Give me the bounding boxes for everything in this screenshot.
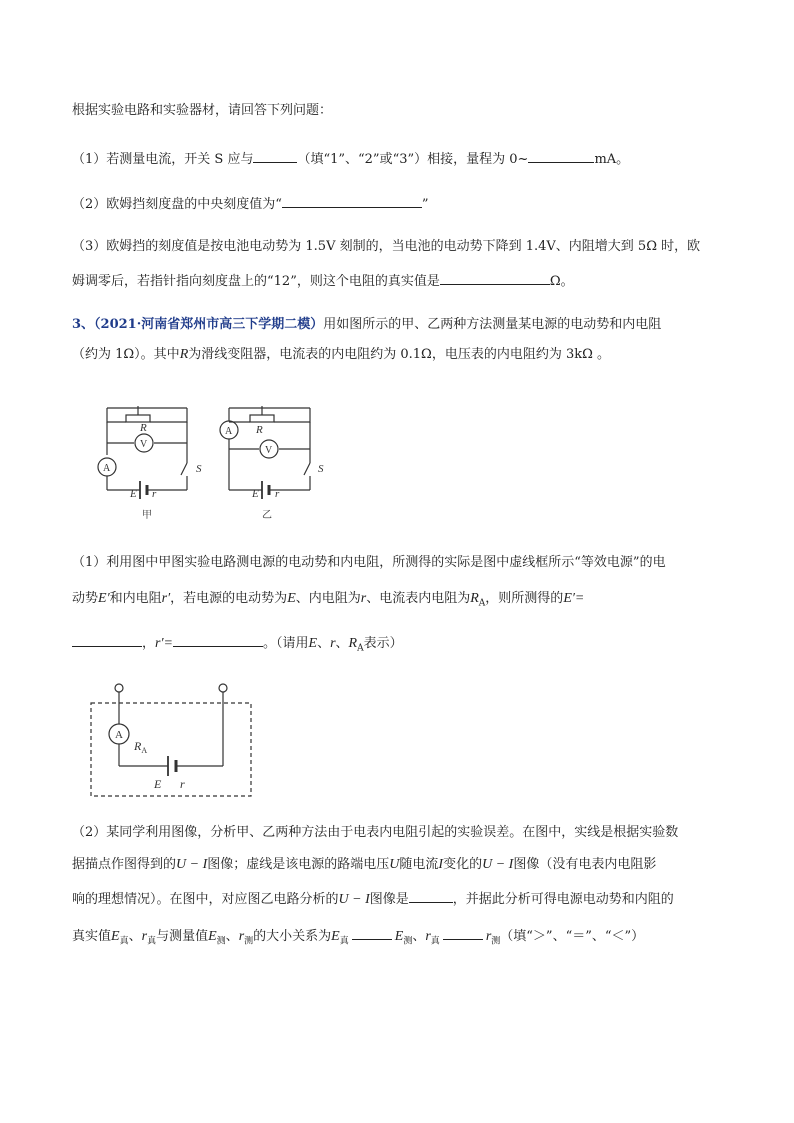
s2-Et-sub: 真 — [119, 936, 129, 947]
s2-Et-2-sub: 真 — [339, 936, 349, 947]
s2-t7: 图像是 — [369, 892, 409, 907]
sub-1-line-3 — [72, 632, 403, 658]
s1-Ep: E′ — [98, 591, 110, 606]
s1-r-blank[interactable] — [173, 632, 263, 647]
s1-rp: r′ — [161, 591, 171, 606]
p3-text-b: 为滑线变阻器，电流表的内电阻约为 0.1Ω，电压表的内电阻约为 3kΩ 。 — [188, 347, 611, 362]
intro-text: 根据实验电路和实验器材，请回答下列问题： — [72, 103, 333, 118]
s2-t12: （填“＞”、“＝”、“＜”） — [500, 929, 645, 944]
s2-t10: 与测量值 — [156, 929, 209, 944]
sub-2-line-1: （2）某同学利用图像，分析甲、乙两种方法由于电表内电阻引起的实验误差。在图中，实线是根据实验数 — [72, 825, 679, 840]
s1-t4: 、内电阻为 — [295, 591, 361, 606]
s2-Em-2: E — [394, 929, 404, 944]
s2-t1: 据描点作图得到的 — [72, 857, 177, 872]
s1-t3: ，若电源的电动势为 — [170, 591, 288, 606]
s2-Et-2: E — [331, 929, 340, 944]
q3-blank[interactable] — [440, 270, 550, 285]
s2-Em: E — [208, 929, 217, 944]
s1-t1: 动势 — [72, 591, 99, 606]
switch-yi — [304, 463, 310, 475]
s2-t4: 变化的 — [443, 857, 483, 872]
s2-Em-2-sub: 测 — [403, 936, 413, 947]
s1-E-blank[interactable] — [72, 632, 142, 647]
s1-t2: 和内电阻 — [109, 591, 162, 606]
problem-number: 3、 — [72, 317, 95, 332]
problem-3-line-2 — [72, 346, 610, 364]
q2-text-b: ” — [421, 197, 429, 212]
equivalent-source-figure — [88, 678, 256, 802]
label-E-equiv: E — [154, 777, 162, 791]
circuit-figure-1 — [92, 393, 348, 528]
s2-t8: ，并据此分析可得电源电动势和内阻的 — [452, 892, 674, 907]
s2-sep-c: 、 — [412, 929, 426, 944]
circuit-jia — [98, 406, 187, 499]
question-2 — [72, 193, 429, 214]
q1-text-b: （填“1”、“2”或“3”）相接，量程为 0~ — [297, 152, 529, 167]
q1-text-c: mA。 — [594, 152, 630, 167]
sub-1-line-1: （1）利用图中甲图实验电路测电源的电动势和内电阻，所测得的实际是图中虚线框所示“等效电源”的电 — [72, 555, 666, 570]
s1-RA2: R — [348, 636, 358, 651]
s2-rm: r — [238, 929, 245, 944]
s2-UI2: U − I — [482, 857, 514, 872]
s2-rm-sub: 测 — [244, 936, 254, 947]
s2-I: I — [438, 857, 444, 872]
s1-t7: ， — [142, 636, 156, 651]
s2-rt-2-sub: 真 — [430, 936, 440, 947]
s1-Ep2: E′= — [563, 591, 585, 606]
s1-E: E — [287, 591, 296, 606]
label-A-yi: A — [225, 426, 233, 437]
s2-UI3: U − I — [338, 892, 370, 907]
s2-r-compare-blank[interactable] — [443, 925, 483, 940]
q3-text-b: Ω。 — [549, 274, 574, 289]
label-r-yi: r — [275, 488, 280, 500]
problem-3-header — [72, 316, 661, 334]
question-1 — [72, 148, 629, 169]
p3-text-a: （约为 1Ω）。其中 — [72, 347, 180, 362]
s2-rt-2: r — [425, 929, 431, 944]
terminal-right — [219, 684, 227, 692]
sub-1-line-2 — [72, 590, 584, 613]
label-A-jia: A — [103, 463, 111, 474]
s2-sep-a: 、 — [128, 929, 142, 944]
s2-t3: 随电流 — [399, 857, 439, 872]
s2-U: U — [389, 857, 400, 872]
label-A-equiv: A — [115, 729, 123, 741]
s1-t9: 表示） — [363, 636, 403, 651]
label-R-jia: R — [140, 422, 147, 434]
s1-t8: 。（请用 — [262, 636, 309, 651]
s1-r: r — [360, 591, 367, 606]
s1-t5: 、电流表内电阻为 — [366, 591, 471, 606]
label-RA-equiv: $R_A$ — [134, 739, 148, 755]
question-3-line-2 — [72, 270, 574, 291]
s1-RA-sub: A — [478, 598, 486, 609]
rheostat-jia — [126, 415, 150, 422]
q2-text-a: （2）欧姆挡刻度盘的中央刻度值为“ — [72, 197, 282, 212]
label-V-jia: V — [140, 439, 148, 450]
s2-t6: 响的理想情况）。在图中，对应图乙电路分析的 — [72, 892, 339, 907]
s2-Et: E — [111, 929, 120, 944]
s2-t11: 的大小关系为 — [253, 929, 332, 944]
q1-text-a: （1）若测量电流，开关 S 应与 — [72, 152, 254, 167]
s2-rt-sub: 真 — [147, 936, 157, 947]
q1-switch-blank[interactable] — [253, 148, 297, 163]
s2-Em-sub: 测 — [216, 936, 226, 947]
caption-jia: 甲 — [142, 510, 152, 521]
label-V-yi: V — [265, 445, 273, 456]
s1-RA2-sub: A — [357, 643, 364, 654]
s1-t6: ，则所测得的 — [485, 591, 564, 606]
problem-3-line-1: 用如图所示的甲、乙两种方法测量某电源的电动势和内电阻 — [323, 317, 662, 332]
label-R-yi: R — [256, 424, 263, 436]
problem-source: （2021·河南省郑州市高三下学期二模） — [94, 317, 324, 332]
caption-yi: 乙 — [262, 510, 272, 521]
s2-t9: 真实值 — [72, 929, 112, 944]
question-3-line-1: （3）欧姆挡的刻度值是按电池电动势为 1.5V 刻制的，当电池的电动势下降到 1.4V、内阻增大到 5Ω 时，欧 — [72, 239, 701, 254]
s1-RA: R — [470, 591, 479, 606]
sub-2-line-2 — [72, 856, 656, 874]
switch-jia — [181, 463, 187, 475]
s1-sep2: 、 — [335, 636, 349, 651]
label-E-jia: E — [130, 488, 137, 500]
terminal-left — [115, 684, 123, 692]
dashed-box — [91, 703, 251, 796]
s2-E-compare-blank[interactable] — [352, 925, 392, 940]
q1-range-blank[interactable] — [528, 148, 594, 163]
s2-t5: 图像（没有电表内电阻影 — [513, 857, 657, 872]
label-r-jia: r — [152, 488, 157, 500]
s2-rm-2-sub: 测 — [491, 936, 501, 947]
s2-rm-2: r — [485, 929, 492, 944]
q3-text-a: 姆调零后，若指针指向刻度盘上的“12”，则这个电阻的真实值是 — [72, 274, 440, 289]
label-S-yi: S — [318, 463, 324, 475]
s1-r2: r — [330, 636, 336, 651]
q2-blank[interactable] — [282, 193, 422, 208]
s1-rp2: r′= — [155, 636, 173, 651]
s1-sep1: 、 — [317, 636, 331, 651]
label-S-jia: S — [196, 463, 202, 475]
s2-graph-blank[interactable] — [409, 888, 453, 903]
p3-R: R — [179, 347, 189, 362]
s2-rt: r — [141, 929, 148, 944]
sub-2-line-3 — [72, 888, 674, 909]
s2-t2: 图像；虚线是该电源的路端电压 — [207, 857, 390, 872]
label-E-yi: E — [252, 488, 259, 500]
s2-sep-b: 、 — [225, 929, 239, 944]
sub-2-line-4 — [72, 925, 644, 951]
s1-E2: E — [308, 636, 318, 651]
label-r-equiv: r — [180, 777, 185, 791]
s2-UI: U − I — [176, 857, 208, 872]
rheostat-yi — [250, 415, 274, 422]
